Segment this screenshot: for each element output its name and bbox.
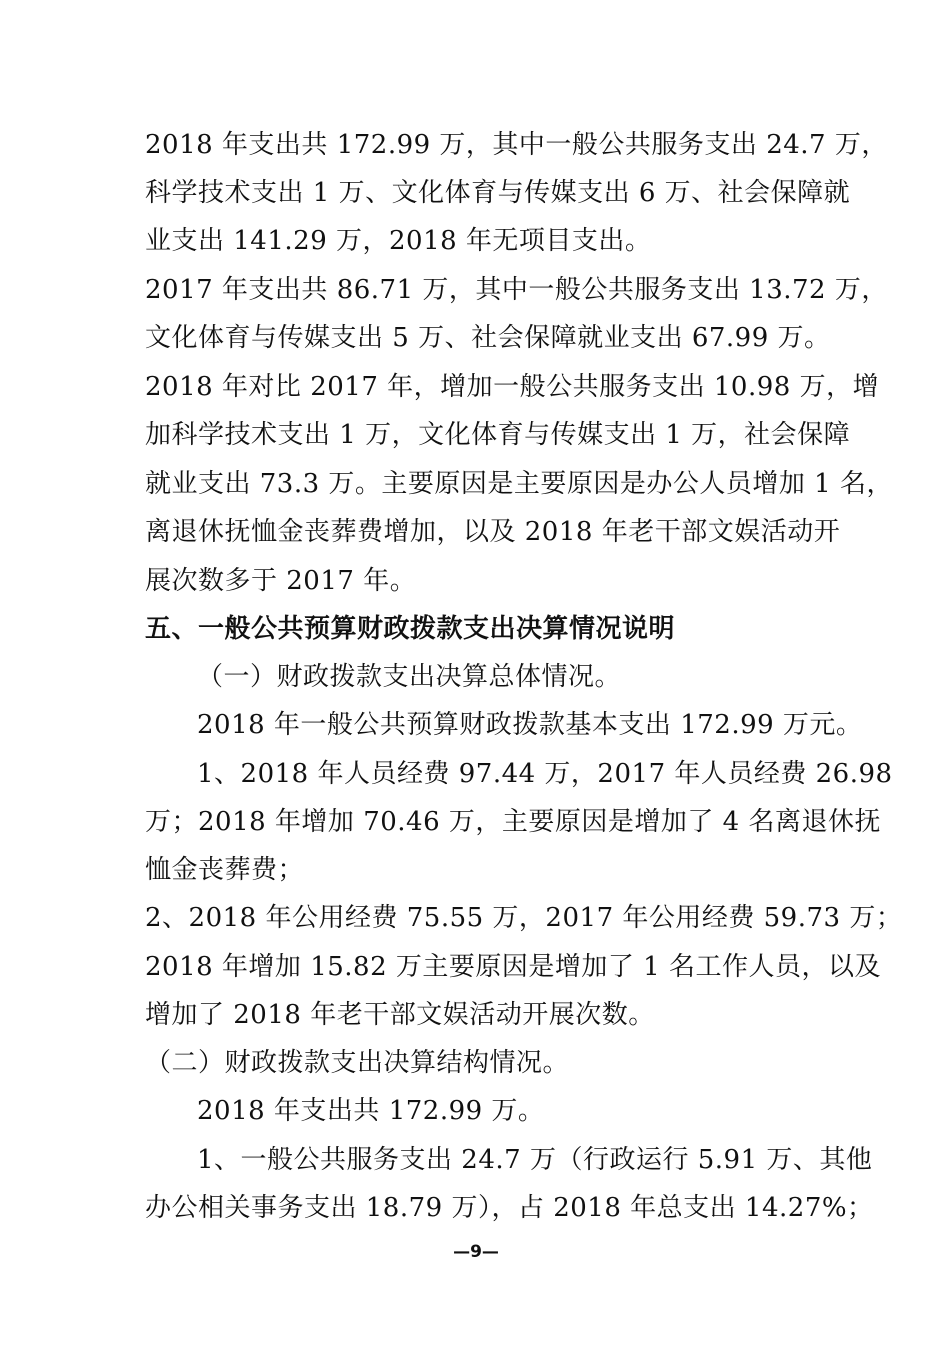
- paragraph-line: 科学技术支出 1 万、文化体育与传媒支出 6 万、社会保障就: [145, 178, 851, 208]
- paragraph-line: 2、2018 年公用经费 75.55 万，2017 年公用经费 59.73 万；: [145, 903, 903, 933]
- paragraph-line: 增加了 2018 年老干部文娱活动开展次数。: [145, 1000, 655, 1030]
- paragraph-line: 就业支出 73.3 万。主要原因是主要原因是办公人员增加 1 名，: [145, 469, 893, 499]
- paragraph-line: 恤金丧葬费；: [145, 855, 305, 885]
- section-heading: 五、一般公共预算财政拨款支出决算情况说明: [145, 614, 676, 644]
- paragraph-line: 1、2018 年人员经费 97.44 万，2017 年人员经费 26.98: [197, 759, 893, 789]
- paragraph-line: 2018 年支出共 172.99 万，其中一般公共服务支出 24.7 万，: [145, 130, 888, 160]
- paragraph-line: 2017 年支出共 86.71 万，其中一般公共服务支出 13.72 万，: [145, 275, 888, 305]
- subsection-heading: （一）财政拨款支出决算总体情况。: [197, 662, 622, 692]
- paragraph-line: 文化体育与传媒支出 5 万、社会保障就业支出 67.99 万。: [145, 323, 831, 353]
- page-number: —9—: [453, 1242, 499, 1262]
- paragraph-line: 加科学技术支出 1 万，文化体育与传媒支出 1 万，社会保障: [145, 420, 851, 450]
- paragraph-line: 业支出 141.29 万，2018 年无项目支出。: [145, 226, 652, 256]
- paragraph-line: 2018 年一般公共预算财政拨款基本支出 172.99 万元。: [197, 710, 863, 740]
- paragraph-line: 1、一般公共服务支出 24.7 万（行政运行 5.91 万、其他: [197, 1145, 873, 1175]
- paragraph-line: 展次数多于 2017 年。: [145, 566, 417, 596]
- paragraph-line: 2018 年增加 15.82 万主要原因是增加了 1 名工作人员，以及: [145, 952, 881, 982]
- paragraph-line: 万；2018 年增加 70.46 万，主要原因是增加了 4 名离退休抚: [145, 807, 881, 837]
- paragraph-line: 2018 年支出共 172.99 万。: [197, 1096, 545, 1126]
- paragraph-line: 办公相关事务支出 18.79 万），占 2018 年总支出 14.27%；: [145, 1193, 874, 1223]
- paragraph-line: 离退休抚恤金丧葬费增加，以及 2018 年老干部文娱活动开: [145, 517, 841, 547]
- paragraph-line: 2018 年对比 2017 年，增加一般公共服务支出 10.98 万，增: [145, 372, 880, 402]
- subsection-heading: （二）财政拨款支出决算结构情况。: [145, 1048, 570, 1078]
